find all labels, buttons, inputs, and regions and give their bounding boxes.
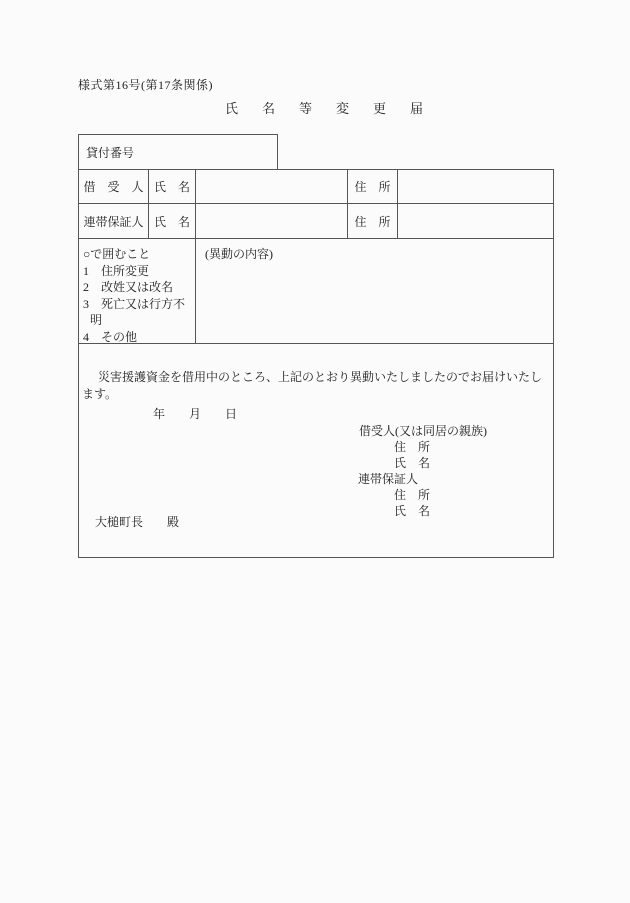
- borrower-name-label: 氏 名: [394, 456, 431, 470]
- guarantor-signature-heading: 連帯保証人: [358, 472, 419, 486]
- guarantor-party-cell: 連帯保証人: [79, 204, 149, 238]
- loan-number-label: 貸付番号: [86, 145, 135, 160]
- guarantor-name-value-cell: [196, 204, 348, 238]
- addressee-line: 大槌町長 殿: [95, 515, 180, 529]
- circle-instruction: ○で囲むこと: [83, 247, 151, 261]
- change-type-section: [78, 238, 554, 344]
- parties-table: [78, 169, 554, 239]
- statement-text: 災害援護資金を借用中のところ、上記のとおり異動いたしましたのでお届けいたします。: [82, 370, 543, 401]
- date-line: 年 月 日: [153, 407, 238, 421]
- change-option-other: 4 その他: [83, 329, 138, 344]
- borrower-name-label-cell: 氏 名: [149, 170, 196, 204]
- change-options-cell: [79, 239, 196, 343]
- loan-number-box: [78, 134, 278, 170]
- borrower-address-value-cell: [398, 170, 553, 204]
- form-title: 氏名等変更届: [225, 101, 448, 116]
- guarantor-address-label-cell: 住 所: [348, 204, 398, 238]
- change-option-address: 1 住所変更: [83, 263, 150, 278]
- change-option-rename: 2 改姓又は改名: [83, 280, 174, 294]
- guarantor-address-value-cell: [398, 204, 553, 238]
- borrower-party-cell: 借 受 人: [79, 170, 149, 204]
- change-detail-label: (異動の内容): [205, 247, 273, 261]
- change-detail-cell: [196, 239, 553, 343]
- guarantor-address-label: 住 所: [394, 488, 431, 502]
- borrower-address-label: 住 所: [394, 440, 431, 454]
- statement-box: [78, 343, 554, 558]
- borrower-signature-heading: 借受人(又は同居の親族): [359, 424, 487, 438]
- borrower-address-label-cell: 住 所: [348, 170, 398, 204]
- form-number: 様式第16号(第17条関係): [78, 78, 213, 92]
- borrower-name-value-cell: [196, 170, 348, 204]
- change-option-death-missing: 3 死亡又は行方不明: [83, 296, 186, 327]
- guarantor-name-label: 氏 名: [394, 504, 431, 518]
- guarantor-name-label-cell: 氏 名: [149, 204, 196, 238]
